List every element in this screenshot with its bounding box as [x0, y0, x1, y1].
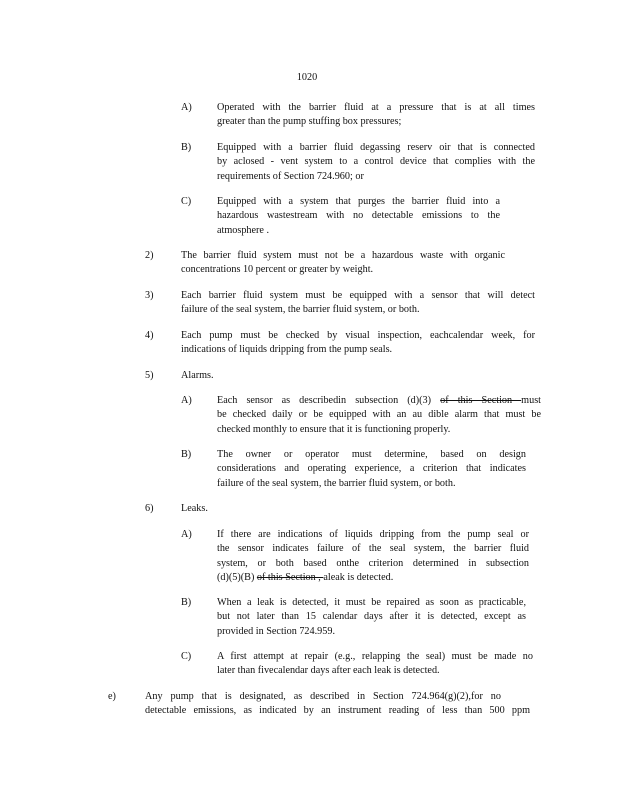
text-line: Each pump must be checked by visual inspection, eachcalendar week, for — [181, 330, 535, 341]
text-line: checked monthly to ensure that it is functioning properly. — [217, 423, 451, 435]
item-marker: 5) — [145, 370, 154, 381]
text-line: system, or both based onthe criterion determined in subsection — [217, 557, 529, 569]
struck-text: of this Section , — [256, 572, 324, 584]
item-marker: 3) — [145, 290, 154, 301]
item-marker: B) — [181, 597, 192, 608]
text-line: Operated with the barrier fluid at a pressure that is at all times — [217, 102, 535, 113]
item-marker: 4) — [145, 330, 154, 341]
text-line: failure of the seal system, the barrier fluid system, or both. — [181, 304, 420, 316]
item-text — [181, 289, 535, 318]
item-text — [217, 650, 533, 679]
item-text — [217, 528, 529, 586]
text-line: hazardous wastestream with no detectable emissions to the — [217, 210, 500, 222]
text-line: When a leak is detected, it must be repaired as soon as practicable, — [217, 597, 526, 608]
item-marker: C) — [181, 651, 192, 662]
text-line: considerations and operating experience, a criterion that indicates — [217, 463, 526, 475]
text-line: requirements of Section 724.960; or — [217, 170, 364, 182]
text-line: A first attempt at repair (e.g., relapping the seal) must be made no — [217, 651, 533, 662]
text-line: Alarms. — [181, 370, 214, 381]
text-line: Equipped with a system that purges the barrier fluid into a — [217, 196, 500, 207]
item-text — [217, 141, 535, 184]
text-line: by aclosed - vent system to a control device that complies with the — [217, 156, 535, 168]
text-fragment: aleak is detected. — [323, 572, 394, 584]
item-text — [217, 596, 526, 639]
page-number: 1020 — [296, 72, 318, 83]
text-line: greater than the pump stuffing box pressures; — [217, 116, 402, 128]
item-text — [217, 101, 535, 130]
item-marker: B) — [181, 142, 192, 153]
item-text — [181, 249, 505, 278]
text-fragment: (d)(5)(B) — [217, 572, 257, 584]
item-text — [181, 502, 535, 516]
text-fragment: must — [521, 395, 541, 406]
text-line: Each barrier fluid system must be equipped with a sensor that will detect — [181, 290, 535, 301]
item-text — [217, 448, 526, 491]
text-line: atmosphere . — [217, 224, 270, 236]
text-line: failure of the seal system, the barrier fluid system, or both. — [217, 477, 456, 489]
text-fragment: Each sensor as describedin subsection (d)(3) — [217, 395, 441, 406]
text-line: indications of liquids dripping from the pump seals. — [181, 344, 393, 356]
text-line: be checked daily or be equipped with an au dible alarm that must be — [217, 409, 541, 421]
text-line: concentrations 10 percent or greater by weight. — [181, 264, 374, 276]
text-line: detectable emissions, as indicated by an instrument reading of less than 500 ppm — [145, 705, 530, 717]
item-text — [181, 369, 535, 383]
item-text — [145, 690, 530, 719]
item-text — [217, 195, 500, 238]
text-line: Leaks. — [181, 503, 208, 514]
text-line: later than fivecalendar days after each leak is detected. — [217, 665, 440, 677]
text-line: Any pump that is designated, as described in Section 724.964(g)(2),for no — [145, 691, 501, 702]
text-line — [217, 394, 541, 408]
text-line — [217, 571, 529, 585]
item-marker: A) — [181, 529, 192, 540]
item-text — [217, 394, 541, 437]
text-line: The barrier fluid system must not be a hazardous waste with organic — [181, 250, 505, 261]
text-line: but not later than 15 calendar days after it is detected, except as — [217, 611, 526, 623]
text-line: The owner or operator must determine, based on design — [217, 449, 526, 460]
text-line: Equipped with a barrier fluid degassing reserv oir that is connected — [217, 142, 535, 153]
item-marker: C) — [181, 196, 192, 207]
item-marker: 6) — [145, 503, 154, 514]
item-marker: e) — [108, 691, 116, 702]
struck-text: of this Section — [440, 395, 522, 406]
item-text — [181, 329, 535, 358]
text-line: provided in Section 724.959. — [217, 625, 335, 637]
item-marker: A) — [181, 102, 192, 113]
text-line: If there are indications of liquids dripping from the pump seal or — [217, 529, 529, 540]
item-marker: B) — [181, 449, 192, 460]
item-marker: 2) — [145, 250, 154, 261]
item-marker: A) — [181, 395, 192, 406]
text-line: the sensor indicates failure of the seal system, the barrier fluid — [217, 543, 529, 555]
